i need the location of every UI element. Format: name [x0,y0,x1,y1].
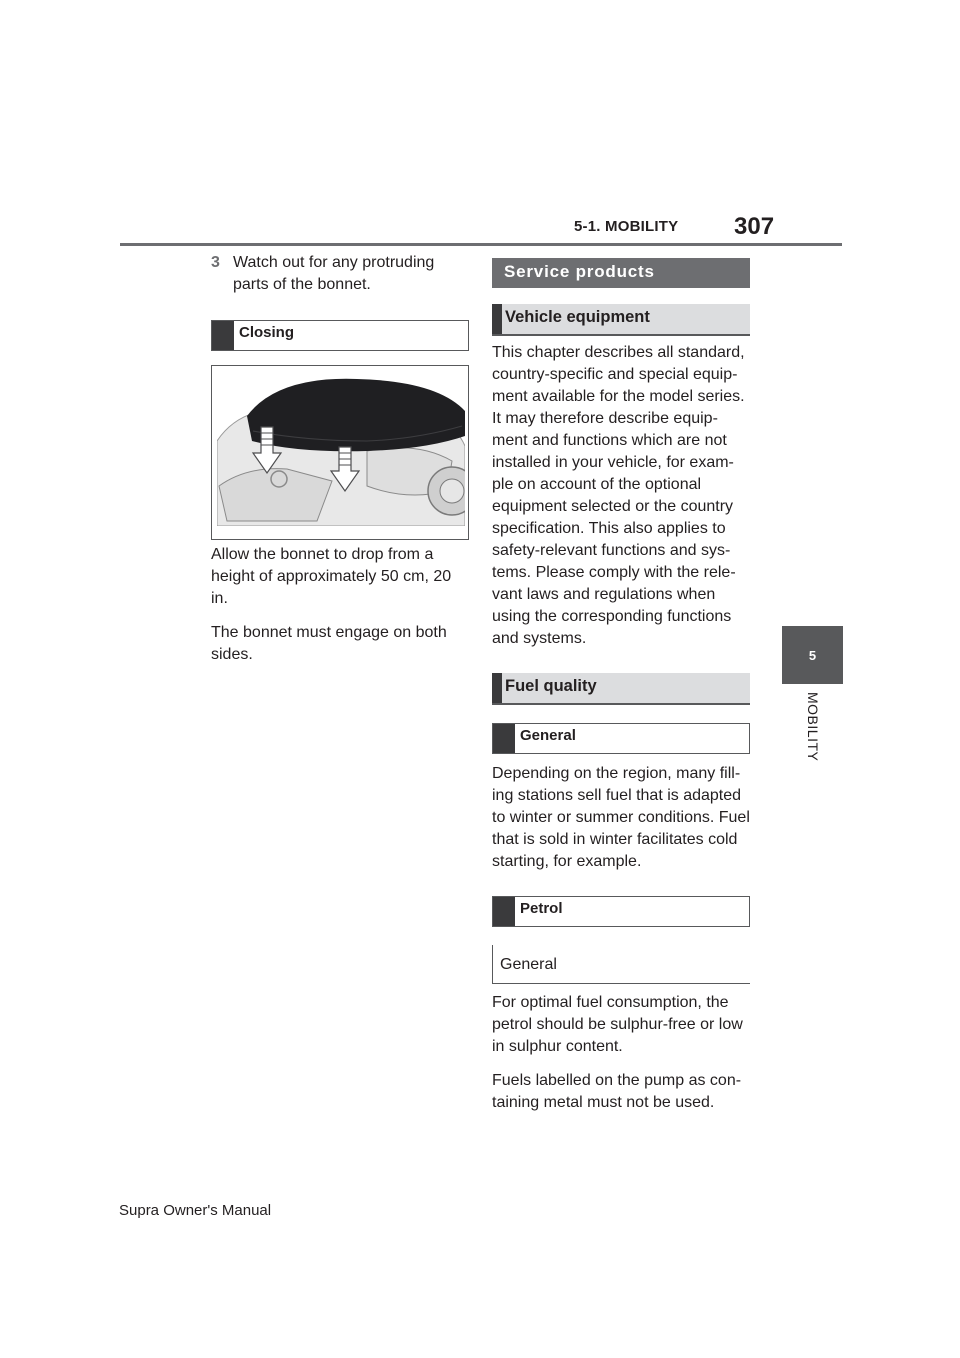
left-column [211,251,469,678]
page-number: 307 [734,213,775,240]
vehicle-equipment-text: This chapter describes all standard, country-specific and special equip-ment available for the model series. It may therefore describe equip-ment and functions which are not installed in your vehicle, for exam-ple on account of the optional equipment selected or the country specification. This also applies to safety-relevant functions and sys-tems. Please comply with the rele-vant laws and regulations when using the corresponding functions and systems. [492,344,745,647]
closing-heading-text: Closing [239,324,294,341]
fuel-quality-heading [492,673,750,705]
petrol-general-subheading [492,945,750,984]
vehicle-equipment-heading-text: Vehicle equipment [505,308,650,326]
general-heading [492,723,750,754]
petrol-general-subheading-text: General [500,956,557,973]
service-products-heading-text: Service products [504,262,655,281]
petrol-heading [492,896,750,927]
chapter-label-container [803,692,823,782]
service-products-heading [492,258,750,288]
section-title: 5-1. MOBILITY [574,218,679,235]
general-text: Depending on the region, many fill-ing stations sell fuel that is adapted to winter or summer conditions. Fuel that is sold in winter facilitates cold starting, for example. [492,765,750,870]
chapter-number: 5 [808,647,817,663]
closing-heading [211,320,469,351]
footer-title: Supra Owner's Manual [119,1202,272,1219]
general-heading-text: General [520,727,576,744]
heading-marker [493,897,515,926]
header-divider [120,243,842,246]
heading-marker [492,673,502,703]
chapter-label: MOBILITY [805,692,821,762]
bonnet-figure [211,365,469,540]
chapter-tab [782,626,843,684]
fuel-quality-heading-text: Fuel quality [505,677,597,695]
vehicle-equipment-heading [492,304,750,336]
bonnet-engage-text: The bonnet must engage on both sides. [211,624,447,663]
bonnet-drop-text: Allow the bonnet to drop from a height of approximately 50 cm, 20 in. [211,546,452,607]
petrol-heading-text: Petrol [520,900,563,917]
car-bonnet-closing-illustration-icon [217,371,465,526]
step-text: Watch out for any protruding parts of the bonnet. [233,254,435,293]
heading-marker [493,724,515,753]
petrol-sulphur-text: For optimal fuel consumption, the petrol should be sulphur-free or low in sulphur content. [492,994,743,1055]
heading-marker [212,321,234,350]
step-number: 3 [211,254,220,271]
petrol-metal-text: Fuels labelled on the pump as con-taining metal must not be used. [492,1072,742,1111]
right-column [492,258,750,1126]
heading-marker [492,304,502,334]
step-item [211,252,469,296]
